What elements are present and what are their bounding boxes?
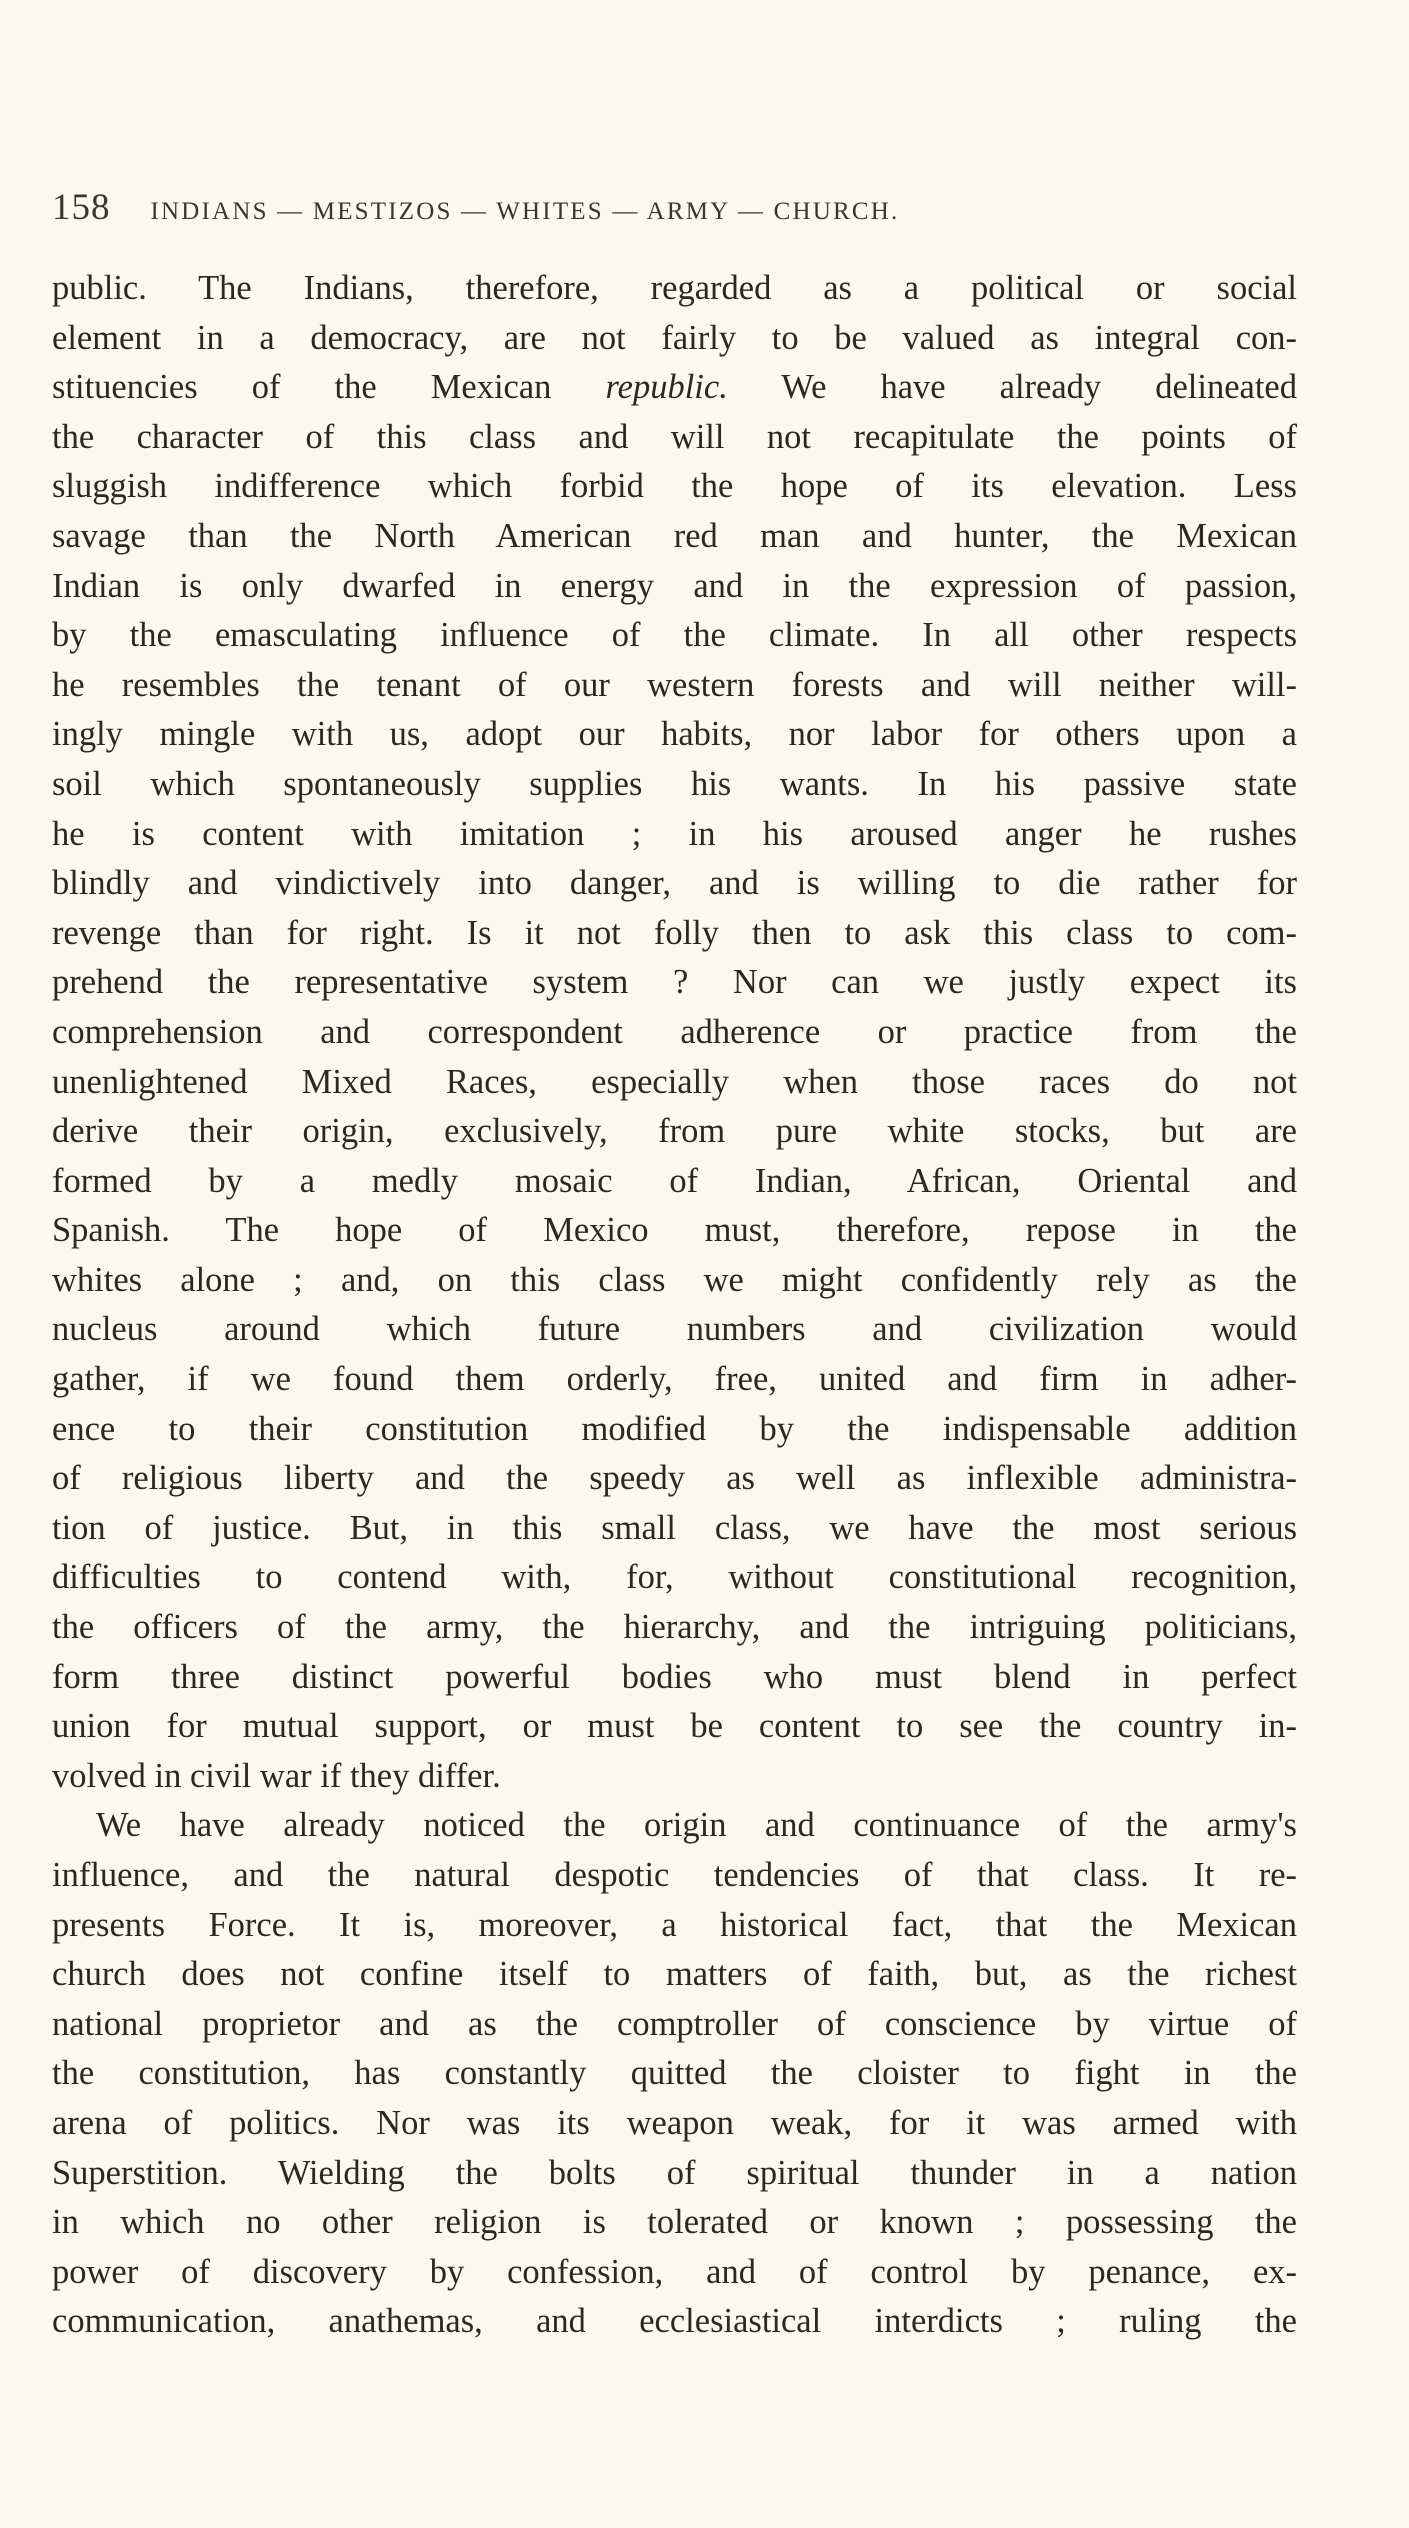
text-line: gather, if we found them orderly, free, united and firm in adher-	[52, 1360, 1297, 1399]
text-line: he resembles the tenant of our western forests and will neither will-	[52, 665, 1297, 704]
text-line: union for mutual support, or must be content to see the country in-	[52, 1707, 1297, 1746]
text-line: element in a democracy, are not fairly to be valued as integral con-	[52, 318, 1297, 357]
body-text	[52, 264, 1297, 2347]
text-line: ingly mingle with us, adopt our habits, nor labor for others upon a	[52, 715, 1297, 754]
text-line: volved in civil war if they differ.	[52, 1756, 501, 1795]
text-segment: stituencies of the Mexican	[52, 368, 606, 407]
text-line: public. The Indians, therefore, regarded as a political or social	[52, 269, 1297, 307]
italic-word: republic.	[605, 368, 728, 407]
text-line: savage than the North American red man and hunter, the Mexican	[52, 516, 1297, 555]
text-line: comprehension and correspondent adherence or practice from the	[52, 1012, 1297, 1051]
text-line: of religious liberty and the speedy as well as inflexible administra-	[52, 1459, 1297, 1498]
text-line: power of discovery by confession, and of control by penance, ex-	[52, 2252, 1297, 2291]
running-head	[52, 186, 1292, 226]
text-line: national proprietor and as the comptroller of conscience by virtue of	[52, 2004, 1297, 2043]
text-line: difficulties to contend with, for, without constitutional recognition,	[52, 1558, 1297, 1597]
text-line: by the emasculating influence of the climate. In all other respects	[52, 616, 1297, 655]
text-line: unenlightened Mixed Races, especially when those races do not	[52, 1062, 1297, 1101]
text-line: formed by a medly mosaic of Indian, African, Oriental and	[52, 1161, 1297, 1200]
text-line: the constitution, has constantly quitted the cloister to fight in the	[52, 2054, 1297, 2093]
text-line: tion of justice. But, in this small class, we have the most serious	[52, 1508, 1297, 1547]
text-line: soil which spontaneously supplies his wants. In his passive state	[52, 764, 1297, 803]
running-title: INDIANS — MESTIZOS — WHITES — ARMY — CHURCH.	[150, 198, 900, 225]
text-line: derive their origin, exclusively, from pure white stocks, but are	[52, 1112, 1297, 1151]
text-line	[52, 363, 1297, 413]
text-line: prehend the representative system ? Nor can we justly expect its	[52, 963, 1297, 1002]
text-line: We have already noticed the origin and continuance of the army's	[96, 1806, 1297, 1845]
text-line: Superstition. Wielding the bolts of spiritual thunder in a nation	[52, 2153, 1297, 2192]
text-line: the officers of the army, the hierarchy, and the intriguing politicians,	[52, 1608, 1297, 1647]
text-line: sluggish indifference which forbid the hope of its elevation. Less	[52, 467, 1297, 506]
text-line: Indian is only dwarfed in energy and in the expression of passion,	[52, 566, 1297, 605]
text-line: revenge than for right. Is it not folly then to ask this class to com-	[52, 913, 1297, 952]
text-line: communication, anathemas, and ecclesiastical interdicts ; ruling the	[52, 2302, 1297, 2341]
text-line: blindly and vindictively into danger, and is willing to die rather for	[52, 864, 1297, 903]
text-line: in which no other religion is tolerated or known ; possessing the	[52, 2203, 1297, 2242]
text-line: ence to their constitution modified by the indispensable addition	[52, 1409, 1297, 1448]
text-line: arena of politics. Nor was its weapon weak, for it was armed with	[52, 2103, 1297, 2142]
text-line: he is content with imitation ; in his aroused anger he rushes	[52, 814, 1297, 853]
text-line: Spanish. The hope of Mexico must, therefore, repose in the	[52, 1211, 1297, 1250]
text-line: nucleus around which future numbers and civilization would	[52, 1310, 1297, 1349]
text-line: the character of this class and will not recapitulate the points of	[52, 417, 1297, 456]
text-line: whites alone ; and, on this class we might confidently rely as the	[52, 1260, 1297, 1299]
page-number: 158	[52, 187, 111, 228]
text-segment: We have already delineated	[727, 368, 1297, 407]
text-line: form three distinct powerful bodies who must blend in perfect	[52, 1657, 1297, 1696]
text-line: presents Force. It is, moreover, a historical fact, that the Mexican	[52, 1905, 1297, 1944]
text-line: influence, and the natural despotic tendencies of that class. It re-	[52, 1856, 1297, 1894]
text-line: church does not confine itself to matters of faith, but, as the richest	[52, 1955, 1297, 1994]
